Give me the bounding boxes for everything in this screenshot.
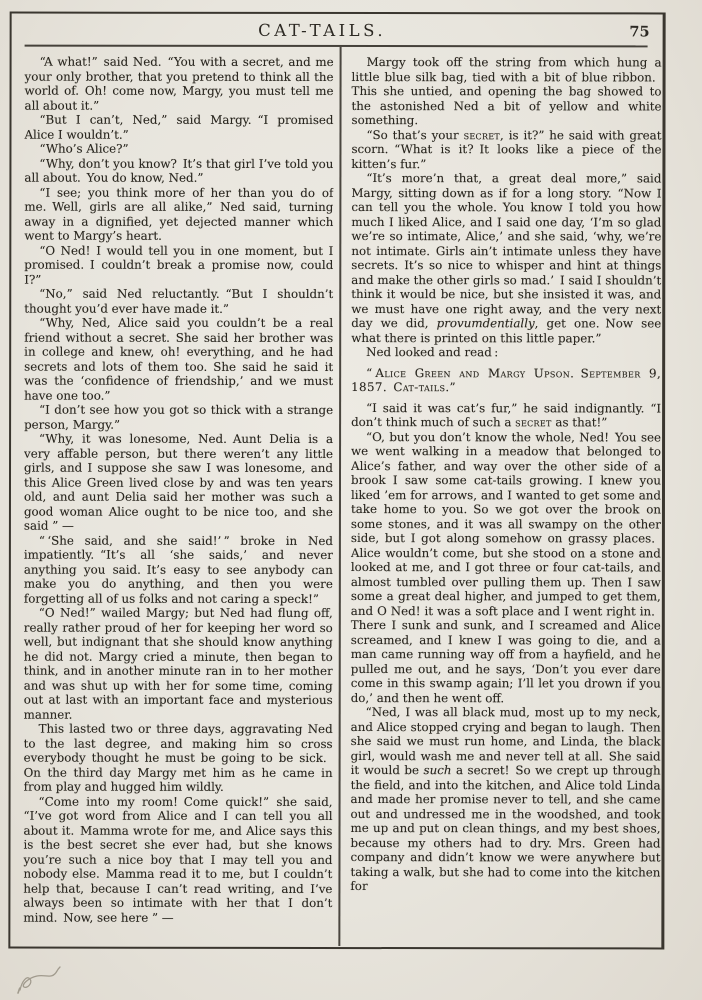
paragraph: “Why, Ned, Alice said you couldn’t be a real friend without a secret. She said her brother was in college and knew, oh! everything, and he had secrets and lots of them too. She said he said it was the ‘confidence of friendship,’ and we must have one too.” — [24, 315, 334, 403]
pencil-scribble-mark — [16, 963, 74, 997]
paragraph: “Why, don’t you know? It’s that girl I’ve told you all about. You do know, Ned.” — [24, 156, 334, 185]
paragraph: “But I can’t, Ned,” said Margy. “I promised Alice I wouldn’t.” — [24, 112, 334, 142]
page-number: 75 — [629, 23, 650, 41]
paragraph: “So that’s your secret, is it?” he said with great scorn. “What is it? It looks like a piece of the kitten’s fur.” — [351, 127, 662, 171]
page-title: CAT-TAILS. — [258, 20, 387, 41]
paragraph: “O, but you don’t know the whole, Ned! You see we went walking in a meadow that belonged to Alice’s father, and way over the other side of a brook I saw some cat-tails growing. I knew you liked ’em for arrows, and I wanted to get some and take home to you. So we got over the brook on some stones, and it was all swampy on the other side, but I got along somehow on grassy places. Alice wouldn’t come, but she stood on a stone and looked at me, and I got three or four cat-tails, and almost tumbled over pulling them up. Then I saw some a great deal higher, and jumped to get them, and O Ned! it was a soft place and I went right in. There I sunk and sunk, and I screamed and Alice screamed, and I knew I was going to die, and a man came running way off from a hayfield, and he pulled me out, and he says, ‘Don’t you ever dare come in this swamp again; I’ll let you drown if you do,’ and then he went off. — [350, 429, 662, 705]
paragraph: Margy took off the string from which hung a little blue silk bag, tied with a bit of blue ribbon. This she untied, and opening the bag showed to the astonished Ned a bit of yellow and white something. — [351, 55, 662, 128]
paragraph: “Ned, I was all black mud, most up to my neck, and Alice stopped crying and began to laugh. Then she said we must run home, and Linda, the black girl, would wash me and never tell at all. She said it would be such a secret! So we crept up through the field, and into the kitchen, and Alice told Linda and made her promise never to tell, and she came out and undressed me in the woodshed, and took me up and put on clean things, and my best shoes, because my others had to dry. Mrs. Green had company and didn’t know we were anywhere but taking a walk, but she had to come into the kitchen for — [350, 705, 661, 894]
paragraph: “I don’t see how you got so thick with a strange person, Margy.” — [24, 402, 334, 432]
paragraph: “I see; you think more of her than you do of me. Well, girls are all alike,” Ned said, turning away in a dignified, yet dejected manner which went to Margy’s heart. — [24, 185, 334, 243]
page-border — [8, 12, 665, 950]
citation-paragraph: “ Alice Green and Margy Upson. September 9, 1857. Cat-tails.” — [351, 365, 662, 395]
column-divider-rule — [338, 46, 341, 946]
paragraph: “Come into my room! Come quick!” she said, “I’ve got word from Alice and I can tell you all about it. Mamma wrote for me, and Alice says this is the best secret she ever had, but she knows you’re such a nice boy that I may tell you and nobody else. Mamma read it to me, but I couldn’t help that, because I can’t read writing, and I’ve always been so intimate with her that I don’t mind. Now, see here ” — — [23, 794, 333, 925]
paragraph: “ ‘She said, and she said!’ ” broke in Ned impatiently. “It’s all ‘she saids,’ and never anything you said. It’s easy to see anybody can make you do anything, and then you were forgetting all of us folks and not caring a speck!” — [23, 533, 333, 606]
paragraph: “Why, it was lonesome, Ned. Aunt Delia is a very affable person, but there weren’t any little girls, and I suppose she saw I was lonesome, and this Alice Green lived close by and was ten years old, and aunt Delia said her mother was such a good woman Alice ought to be nice too, and she said ” — — [23, 431, 334, 533]
paragraph: “Who’s Alice?” — [39, 141, 129, 156]
paragraph: This lasted two or three days, aggravating Ned to the last degree, and making him so cross everybody thought he must be going to be sick. On the third day Margy met him as he came in from play and hugged him wildly. — [23, 721, 333, 794]
paragraph: “No,” said Ned reluctantly. “But I shouldn’t thought you’d ever have made it.” — [24, 286, 334, 316]
text-column-right — [350, 55, 661, 950]
paragraph: “It’s more’n that, a great deal more,” said Margy, sitting down as if for a long story. “Now I can tell you the whole. You know I told you how much I liked Alice, and I said one day, ‘I’m so glad we’re so intimate, Alice,’ and she said, ‘why, we’re not intimate. Girls ain’t intimate unless they have secrets. It’s so nice to whisper and hint at things and make the other girls so mad.’ I said I shouldn’t think it would be nice, but she insisted it was, and we must have one right away, and the very next day we did, provumdentially, get one. Now see what there is printed on this little paper.” — [351, 171, 662, 345]
header-rule — [25, 45, 648, 48]
paragraph: “O Ned!” wailed Margy; but Ned had flung off, really rather proud of her for keeping her word so well, but indignant that she should know anything he did not. Margy cried a minute, then began to think, and in another minute ran in to her mother and was shut up with her for some time, coming out at last with an important face and mysterious manner. — [23, 605, 333, 722]
paragraph: Ned looked and read : — [366, 345, 499, 360]
paragraph: “A what!” said Ned. “You with a secret, and me your only brother, that you pretend to think all the world of. Oh! come now, Margy, you must tell me all about it.” — [24, 54, 334, 113]
paragraph: “O Ned! I would tell you in one moment, but I promised. I couldn’t break a promise now, could I?” — [24, 243, 334, 287]
text-column-left — [23, 55, 333, 950]
paragraph: “I said it was cat’s fur,” he said indignantly. “I don’t think much of such a secret as that!” — [351, 400, 662, 430]
